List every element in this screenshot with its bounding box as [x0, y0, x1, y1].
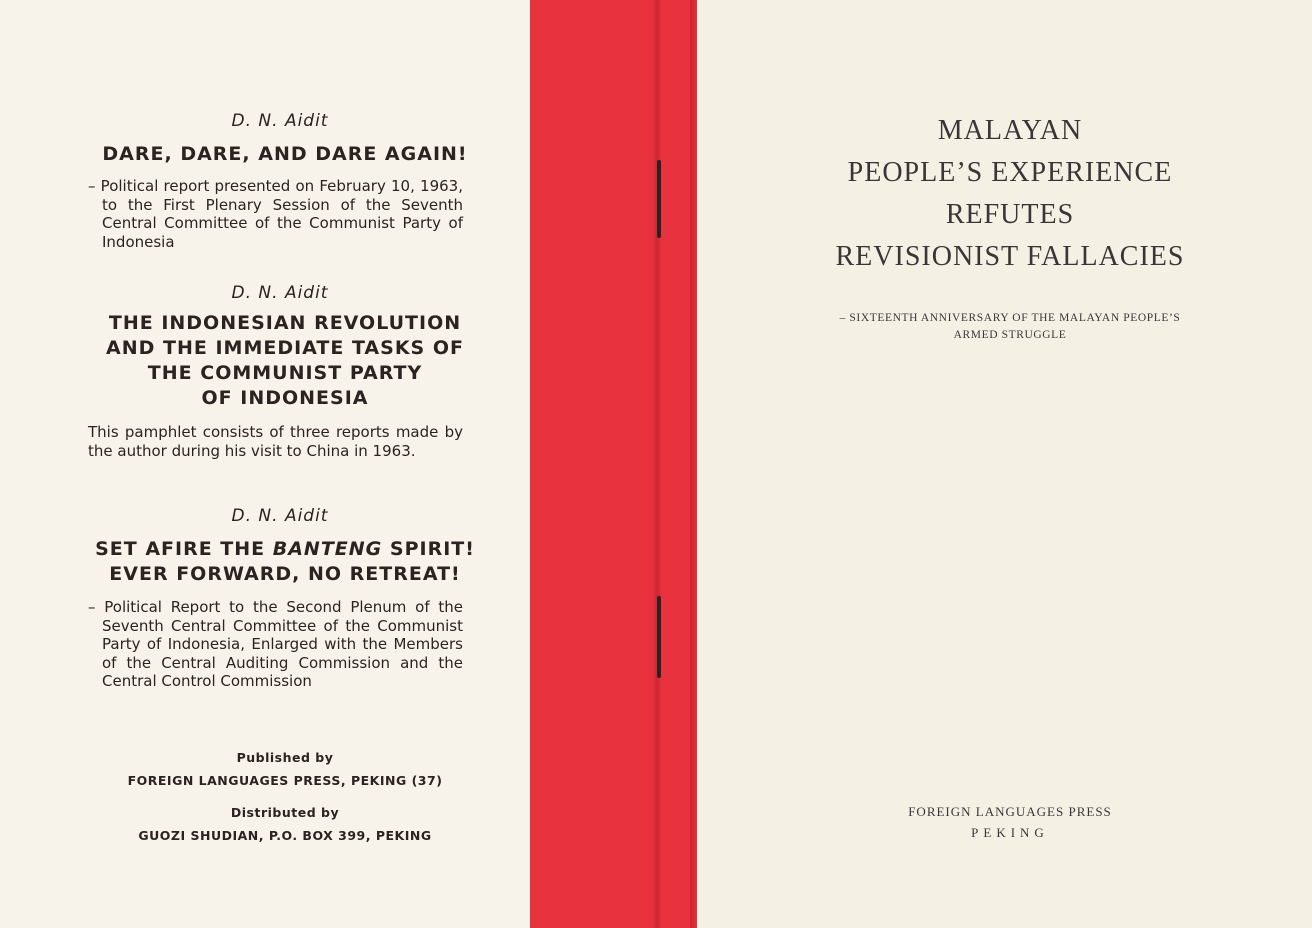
staple-bottom [657, 596, 661, 678]
front-title-line: MALAYAN [937, 115, 1083, 146]
spine-fold [652, 0, 662, 928]
front-subtitle-line: ARMED STRUGGLE [953, 329, 1067, 341]
distributed-by-label: Distributed by [230, 805, 340, 820]
book-2-title-line: OF INDONESIA [201, 387, 369, 409]
book-2-author: D. N. Aidit [231, 283, 329, 303]
distributor-name: GUOZI SHUDIAN, P.O. BOX 399, PEKING [138, 828, 432, 843]
back-cover [0, 0, 530, 928]
book-3-description: – Political Report to the Second Plenum of the Seventh Central Committee of the Communist Party of Indonesia, Enlarged with the Members of the Central Auditing Commission and the Central Control Commission [88, 598, 463, 690]
book-2-description: This pamphlet consists of three reports made by the author during his visit to China in 1963. [88, 423, 463, 460]
title-text: SET AFIRE THE [95, 538, 273, 560]
book-1-description: – Political report presented on February 10, 1963, to the First Plenary Session of the Seventh Central Committee of the Communist Party of Indonesia [88, 177, 463, 251]
front-title [760, 110, 1260, 278]
book-2-title-line: THE COMMUNIST PARTY [147, 362, 423, 384]
staple-top [657, 160, 661, 238]
front-subtitle-line: – SIXTEENTH ANNIVERSARY OF THE MALAYAN PEOPLE’S [839, 312, 1181, 324]
book-1-title-line: DARE, DARE, AND DARE AGAIN! [102, 143, 468, 165]
front-title-line: REFUTES [945, 199, 1075, 230]
title-italic-text: BANTENG [272, 538, 383, 560]
book-2-title-line: AND THE IMMEDIATE TASKS OF [106, 337, 464, 359]
red-spine [530, 0, 697, 928]
front-title-line: PEOPLE’S EXPERIENCE [847, 157, 1173, 188]
book-3-title-line [90, 537, 480, 562]
book-3-author: D. N. Aidit [231, 506, 329, 526]
published-by-label: Published by [236, 750, 334, 765]
front-publisher-city: PEKING [971, 825, 1049, 840]
front-publisher: FOREIGN LANGUAGES PRESS [908, 804, 1112, 819]
book-1-title [90, 142, 480, 167]
book-2-title-line: THE INDONESIAN REVOLUTION [108, 312, 462, 334]
book-3-title [90, 537, 480, 587]
front-subtitle [760, 310, 1260, 344]
publisher-name: FOREIGN LANGUAGES PRESS, PEKING (37) [127, 773, 443, 788]
title-text: SPIRIT! [382, 538, 475, 560]
book-3-title-line: EVER FORWARD, NO RETREAT! [109, 563, 461, 585]
book-2-title [90, 311, 480, 411]
front-title-line: REVISIONIST FALLACIES [835, 241, 1185, 272]
book-1-author: D. N. Aidit [231, 111, 329, 131]
